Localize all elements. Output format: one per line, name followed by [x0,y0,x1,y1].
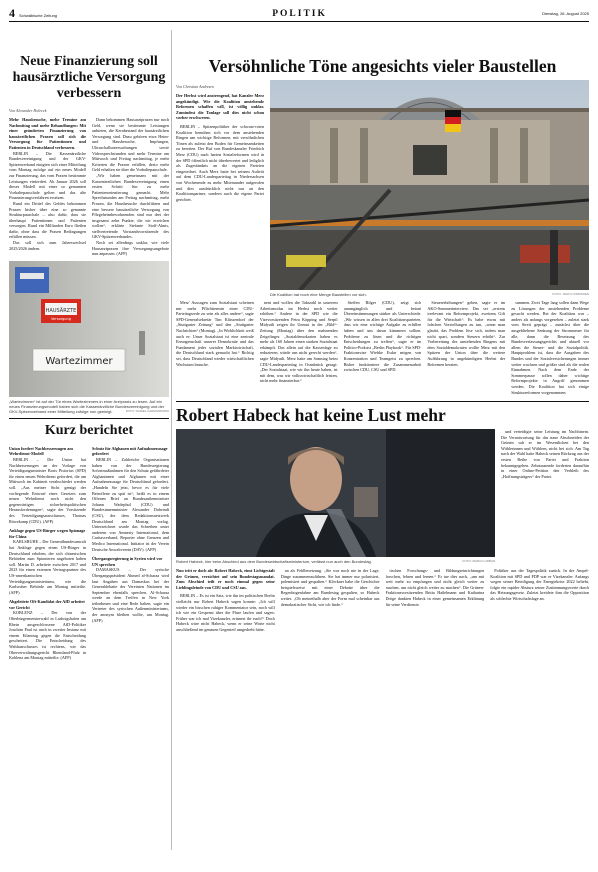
left-article-lead: Mehr Hausbesuche, mehr Termine am Nachmittag und mehr Behandlungen: Mit einer geänderten Finanzierung von hausärztlichen Praxen soll sich die Versorgung für Patientinnen und Patienten in Deutschland verbessern. [9,117,86,150]
left-photo-caption-text: „Wartezimmer“ ist auf der Tür eines Wartezimmers in einer Arztpraxis zu lesen. Auf ein neues Finanzierungsmodell haben sich die Kassenärztliche Bundesvereinigung und der GKV-Spitzenverband einer Mitteilung zufolge nun geeinigt. [9,398,165,414]
kurz-item-head: Union fordert Nachbesserungen am Wehrdienst-Modell [9,445,73,457]
habeck-article-col2: an als Fehlbesetzung. „Sie war noch nie in der Lage, Dinge zusammenzuführen. Sie hat immer nur polarisiert, polemisiert und gespalten.“ Klöckner habe die Geschichte beispielsweise mit einer Debatte über die Regenbogenfahne am Bundestag gespalten, so Habeck weiter. „Ob meinethalb aber der Form mal scheinbar aus demokratischer Sicht, wie ich finde.“ [280,568,380,607]
habeck-article-col4: Politiker aus der Tagespolitik zurück. In der Ampel-Koalition mit SPD und FDP war er Vizekanzler. Anfangs wegen seiner Beteiligung der Energiekrise 2022 beliebt, folgte ein rapider Absturz seiner Zustimmungswerte durch das Heizungsgesetz. Zuletzt kreidete ihm die Opposition als schlechte Wirtschaftslage an. [490,568,589,602]
reichstag-construction-image [270,80,589,290]
kurz-item-text: KARLSRUHE – Der Generalbundesanwalt hat Anklage gegen einen US-Bürger in Deutschland erhoben, der sich chinesischen Behörden zum Spionieren angeboten haben soll. Martin D. arbeitete zwischen 2017 und 2023 für einen externen Vertragspartner des US-amerikanischen Verteidigungsministeriums, wie die Karlsruher Behörde am Montag mitteilte. (AFP) [9,539,86,595]
main-article-col5: Steuererhöhungen“ gehen, sagte er im AKO-Sommerinterview. Das sei „erstens irrelevant ein Reformprojekt, zweitens Gift für die Wirtschaft“. Es habe etwas mit falschen Vorstellungen zu tun, „wenn man glaubt, das Problem löse sich, indem man nicht spart, sondern Steuern erhöht“. Zur Vorbereitung des anstehenden Ringens mit dem Sozialdemokraten wollte Merz mit den Spitzen der Union über die weitere Aufführung in angekündigten Herbst der Reformen beraten. [427,300,506,367]
main-article-body [176,300,589,395]
left-article-author: Von Alexander Holecek [9,108,47,113]
issue-date: Dienstag, 26. August 2025 [542,11,589,16]
habeck-article-body [176,568,589,633]
kurz-item-head: Übergangsregierung in Syrien wird vor UN sprechen [92,556,163,567]
paper-name: Schwäbische Zeitung [19,13,58,18]
left-article-p4: Dann bekommen Hausarztpraxen nur noch Geld, wenn sie bestimmte Leistungen anbieten, die Kernbestand der hausärztlichen Versorgung sind. Dazu gehören etwa Heim- und Hausbesuche, Impfungen, Ultraschalluntersuchungen sowie Videosprechstunden und mehr Termine am Mittwoch und Freitag nachmittag, je mehr Kriterien die Praxen erfüllen, desto mehr Geld erhalten sie über die Vorhaltepauschale. [92,117,169,173]
habeck-photo-caption-text: Robert Habeck, hier beim Abschied aus dem Bundeswirtschaftsministerium, verlässt nun auch den Bundestag. [176,559,372,565]
habeck-top [176,429,589,564]
main-article-col6: sammen. Zwei Tage lang sollen dann Wege zu Lösungen der anstehenden Probleme gesucht werden. Bei der Koalition war – anders als anfangs vorgesehen – zuletzt stark vom Streit geprägt – zunächst über die ausgebliebene Senkung der Stromsteuer für alle, dann die Besetzung des Bundesverfassungsgerichts und aktuell vor allem die Steuer- und die Sozialpolitik. Hauptproblem ist, dass die Ausgaben des Bundes und der Sozialversicherungen immer weiter wachsen und größer sind als die realen Einnahmen. Nach dem Ende der Sommerpause sollen daher wichtige Reformprojekte in Angriff genommen werden. Die Koalition hat sich einige Strukturreformen vorgenommen. [511,300,589,395]
main-article-col1: BERLIN – Spitzenpolitiker der schwarz-roten Koalition bemühen sich vor dem anstehenden Ringen um wichtige Reformen, mit versöhnlichen Tönen als zuletzt den Boden für Gemeinsamkeiten zu bereiten. Der Ruf von Bundeskanzler Friedrich Merz (CDU) nach harten Sozialreformen wird in der SPD öffentlich nicht überbewertet und lediglich als Zugeständnis an die eigenen Parteien eingeordnet. Auch Merz hatte bei seinem Auftritt auf dem CDU-Landesparteitag in Niedersachsen von Wochenende zu mehr Miteinander aufgerufen und dies ausdrücklich nicht nur an den Koalitionspartner, sondern auch die eigene Partei gerichtet. [176,123,264,202]
main-article-col2: Merz' Aussagen zum Sozialstaat scheinen mir mehr Pflichttermin einer CDU-Parteitagsrede zu sein als alles andere“, sagte SPD-Generalsekretär Tim Klüssendorf der „Stuttgarter Zeitung“ und den „Stuttgarter Nachrichten“ (Montag). „In Wirklichkeit weiß auch er: Unser Sozialstaat ist eine zentrale Errungenschaft unserer Demokratie und das Fundament jeder sozialen Marktwirtschaft, die Deutschland stark gemacht hat.“ Richtig sei, dass Deutschland wieder wirtschaftlichen Wachstum brauche. [176,300,254,367]
main-article-col4: Steffen Bilger (CDU), zeigt sich unumgänglich und betont Übereinstimmungen stärker als Unterschiede. „Wir wissen in allen drei Koalitionsparteien, dass wir eine wichtige Aufgabe zu erfüllen haben und uns daran kümmern sollten. Probleme zu lösen und die richtigen Entscheidungen zu treffen“, sagte er im Politico-Podcast „Berlin Playbook“. Für SPD-Fraktionsvize Wiebke Esdar mögen von Konzentration und Teamgeist zu sprechen. Bisher funktioniere die Zusammenarbeit zwischen CDU, CSU und SPD. [343,300,422,373]
main-photo-credit: FOTO: JOHN LIVZ/DADEN [552,292,589,296]
left-article-p5: „Wir haben gemeinsam mit der Kassenärztlichen Bundesvereinigung einen ersten Schritt hin zu mehr Patientenorientierung gemacht. Mehr Sprechstunden am Freitag nachmittag, mehr Praxen, die Hausbesuche durchführen und eine bessere hausärztliche Versorgung von Pflegeheimbewohnenden sind nur drei der insgesamt zehn Punkte, die wir erreichen wollen“, erklärte Stefanie Stoff-Ahnis, stellvertretende Vorstandsvorsitzende des GKV-Spitzenverbandes. [92,172,169,240]
kurz-divider [9,418,169,419]
habeck-article-title: Robert Habeck hat keine Lust mehr [176,405,446,426]
hausaerzte-sign-text: HAUSÄRZTE [45,307,77,314]
habeck-article-col5: und verteidigte seine Leistung im Nachhinein. Die Verantwortung für das naue Abschneiden der Grünen sah er im Wesentlichen bei den Wählerinnen und Wählern, nicht bei sich. Am Tag nach der Wahl hatte Habeck seinen Rückzug aus der ersten Reihe von Partei und Fraktion bekanntgegeben. Zehntausende forderten daraufhin in einer Online-Petition den Verbleib des „Hoffnungsträgers“ der Partei. [501,429,589,479]
right-column [176,30,589,850]
habeck-divider [176,401,589,402]
main-photo-caption-text: Die Koalition hat noch eine Menge Baustellen vor sich. [270,292,367,297]
kurz-item-text: BERLIN – Die Union hat Nachbesserungen an der Vorlage von Verteidigungsminister Boris Pistorius (SPD) für einen neuen Wehrdienst gefordert, die am Mittwoch im Kabinett verabschiedet werden soll. „Aus meiner Sicht genügt der vorliegende Entwurf eines Gesetzes zum neuen Wehrdienst noch nicht den gegenwärtigen sicherheitspolitischen Herausforderungen“, sagte der Vorsitzende des Verteidigungsausschusses, Thomas Röwekamp (CDU). (AFP) [9,457,86,524]
main-article-lead: Der Herbst wird anstrengend, hat Kanzler Merz angekündigt. Wie die Koalition anstehende Reformen schaffen will, ist völlig unklar. Zumindest die Tonlage soll dies nicht schon vorher erschweren. [176,93,264,121]
habeck-photo-credit: FOTO: MARCO URBAN [462,559,495,564]
left-article-body [9,117,169,257]
habeck-article-lead: Nun tritt er doch ab: Robert Habeck, einst Lichtgestalt der Grünen, verzichtet auf sein Bundestagsmandat. Zum Abschied teilt er noch einmal gegen seine Lieblingsfeinde von CDU und CSU aus. [176,568,275,590]
wartezimmer-sign-text: Wartezimmer [45,355,113,367]
kurz-item-text: DAMASKUS – Der syrische Übergangspräsident Ahmed al-Scharaa wird laut Angaben aus Damaskus bei der Generaldebatte der Vereinten Nationen im September ebenfalls sprechen. Al-Scharaa werde an dem Treffen in New York teilnehmen und eine Rede halten, sagte ein Vertreter des syrischen Außenministeriums, der anonym bleiben wollte, am Montag. (AFP) [92,567,169,623]
main-article-top [176,80,589,297]
reichstag-construction-photo [270,80,589,290]
section-title: POLITIK [272,8,327,19]
kurz-item-head: Anklage gegen US-Bürger wegen Spionage für China [9,528,86,539]
habeck-article-col1: BERLIN – Es ist ein Satz, wie ihn im politischen Berlin vielleicht nur Robert Habeck sagen konnte: „Ich will wieder ein bisschen ruhiger Kommentator sein, noch will ich wie ein Gespenst über die Flure laufen und sagen: Früher war ich mal Vizekanzler, erinnert ihr euch?“ Doch Habeck wäre nicht Habeck, wenn er seine Worte nicht anschließend im genauen Gegenteil umgedreht hätte. [176,593,275,633]
main-article-col3: nent und wollen die Taktzahl in unserem Arbeitsmodus im Herbst noch weiter erhöhen.“ Andere in der SPD wie die Vizevorsitzenden Petra Köpping und Serpil Midyatli zeigen ihr Unmut in der „Bild“-Zeitung (Montag) über den mahnenden Zeigefinger. „Sozialdemokraten haben es mehr als 160 Jahren einen starken Sozialstaat erkämpft. Das allein auf die Kassenlage zu reduzieren, würde uns nicht gerecht werden“, sagte Midyatli. Merz hatte am Samstag beim CDU-Landesparteitag in Osnabrück gesagt: „Der Sozialstaat, wie wir ihn heute haben, ist mit dem, was wir volkswirtschaftlich leisten, nicht mehr finanzierbar.“ [259,300,338,384]
kurz-item-head: Schutz für Afghanen mit Aufnahmezusage gefordert [92,445,168,457]
left-article-title: Neue Finanzierung soll hausärztliche Versorgung verbessern [12,54,166,101]
habeck-photo-caption [176,559,495,564]
left-photo-caption [9,399,169,414]
doctor-office-photo [9,261,169,397]
column-divider [171,30,172,850]
left-article-p2: Rund ein Drittel des Geldes bekommen Praxen bisher über eine so genannte Strukturpauschale – also dafür, dass sie überhaupt Patientinnen und Patienten versorgen. Rund ein Milliarden Euro fließen dafür, ohne dass die Praxen Bedingungen erfüllen müssen. [9,200,86,240]
page-header [9,6,589,22]
page-number: 4 [9,6,15,20]
left-photo-credit: FOTO: DANIEL KARMANN/DPA [125,408,169,413]
doctor-office-photo-image [9,261,169,397]
main-article-title: Versöhnliche Töne angesichts vieler Baustellen [208,56,557,76]
kurz-title: Kurz berichtet [44,422,134,438]
kurz-item-text: BERLIN – Zahlreiche Organisationen haben von der Bundesregierung Sofortmaßnahmen für den Schutz gefährdeter Afghaninnen und Afghanen mit einer Aufnahmezusage für Deutschland gefordert. „Handeln Sie jetzt, bevor es für viele Betroffene zu spät ist“, heißt es in einem Offenen Brief an Bundesaußenminister Johann Wadephul (CDU) und Bundesinnenminister Alexander Dobrindt (CSU), der dem Redaktionsnetzwerk Deutschland am Montag vorlag. Unterzeichnet wurde das Schreiben unter anderem von Amnesty International, dem Caritasverband, Reporter ohne Grenzen und Medico International. Initiator ist der Verein Deutsche Anwaltverein (DAV). (AFP) [92,457,169,552]
kurz-item-head: Abgeleitete Oft-Kandidat der AfD arbeitet vor Gericht [9,599,85,610]
habeck-article-col3: tischen Forschungs- und Bildungseinrichtungen forschen, lehren und lernen.“ Er tue dies nach, „um mit weit mehr zu empfangen und nicht gleich weiter zu machen, um nicht gleich weiter zu machen“. Die Grünen-Fraktionsvorsitzenden Britta Haßelmann und Katharina Dröge dankten Habeck in einer gemeinsamen Erklärung für seine Verdienste. [385,568,485,607]
left-article-p6: Noch sei allerdings unklar, wie viele Hausarztpraxen ihre Versorgungsangebote nun anpassen. (AFP) [92,240,169,257]
left-article-p1: BERLIN – Die Kassenärztliche Bundesvereinigung und der GKV-Spitzenverband einigten sich einer Mitteilung vom Montag zufolge auf ein neues Modell zur Finanzierung, das vom Praxen bestimmte Leistungen einfordert. Ab Januar 2026 soll dieses Modell mit einer so genannten Vorhaltepauschale gelten und das alte Finanzierungsverfahren ersetzen. [9,150,86,201]
kurz-item-text: KOBLENZ – Der von der Oberbürgermeisterwahl in Ludwigshafen am Rhein ausgeschlossene AfD-Politiker Joachim Paul ist auch in zweiter Instanz mit einem Eilantrag gegen die Entscheidung gescheitert. Die Entscheidung des Wahlausschusses ist rechtens, wie das Oberverwaltungsgericht Rheinland-Pfalz in Koblenz am Montag mitteilte. (AFP) [9,610,86,661]
habeck-photo [176,429,495,557]
versorgung-sign-text: Versorgung [51,316,71,321]
habeck-photo-image [176,429,495,557]
main-article-author: Von Christian Andresen [176,84,215,89]
kurz-body [9,442,169,661]
left-column [9,30,169,850]
left-article-p3: Das soll sich zum Jahreswechsel 2025/2026 ändern. [9,240,86,251]
main-photo-caption [270,292,589,297]
